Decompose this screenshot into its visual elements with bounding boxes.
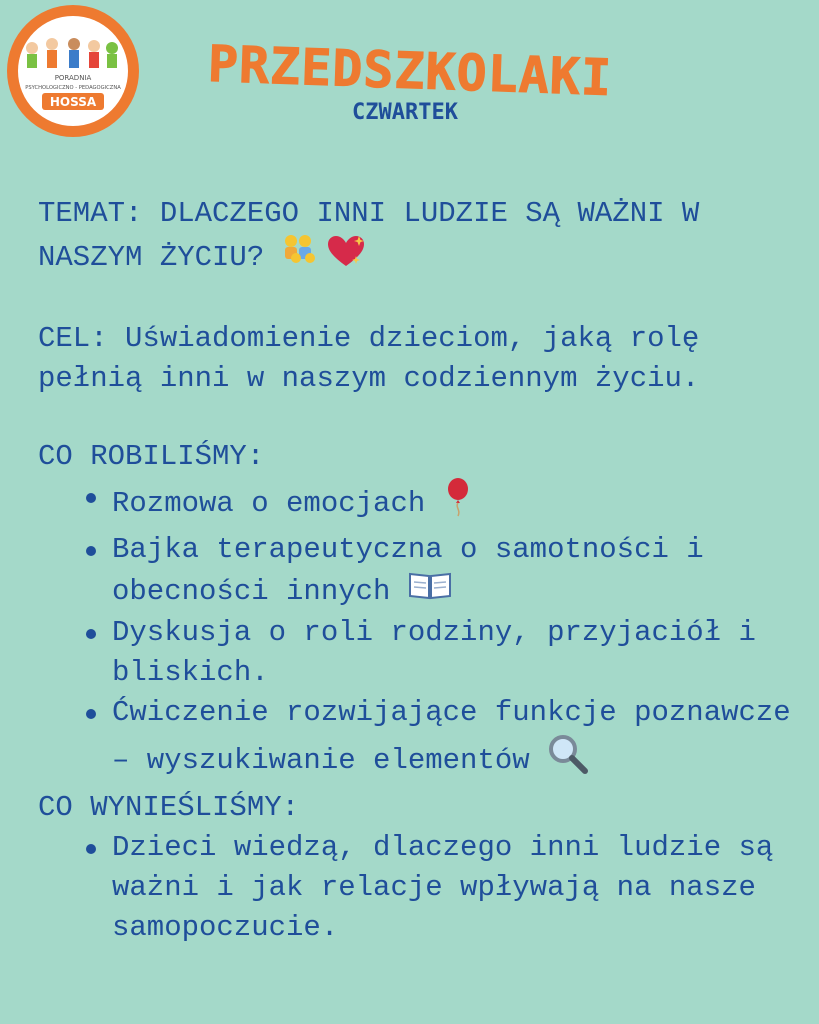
- outcomes-list: [38, 828, 798, 948]
- list-item: Ćwiczenie rozwijające funkcje poznawcze – wyszukiwanie elementów: [112, 693, 798, 788]
- page-title: PRZEDSZKOLAKI: [206, 34, 614, 108]
- goal: CEL: Uświadomienie dzieciom, jaką rolę pełnią inni w naszym codziennym życiu.: [38, 322, 700, 395]
- balloon-icon: [443, 477, 473, 530]
- topic: [38, 194, 798, 281]
- list-item: Dzieci wiedzą, dlaczego inni ludzie są ważni i jak relacje wpływają na nasze samopoczucie.: [112, 828, 798, 948]
- list-item: Bajka terapeutyczna o samotności i obecności innych: [112, 530, 798, 613]
- hossa-logo: [4, 2, 142, 140]
- list-item: Dyskusja o roli rodziny, przyjaciół i bliskich.: [112, 613, 798, 693]
- book-icon: [408, 570, 452, 613]
- activities-list: [38, 477, 798, 788]
- activities-heading: CO ROBILIŚMY:: [38, 440, 265, 473]
- logo-line1: PORADNIA: [54, 74, 92, 82]
- outcomes-heading: CO WYNIEŚLIŚMY:: [38, 791, 300, 824]
- logo-line2: PSYCHOLOGICZNO - PEDAGOGICZNA: [25, 85, 121, 91]
- magnifier-icon: [547, 733, 589, 788]
- family-icon: [282, 234, 326, 281]
- list-item: Rozmowa o emocjach: [112, 477, 798, 530]
- heart-icon: [326, 234, 366, 281]
- content: [38, 194, 798, 948]
- logo-name: HOSSA: [49, 95, 97, 109]
- page-subtitle: CZWARTEK: [352, 100, 458, 125]
- topic-text: TEMAT: DLACZEGO INNI LUDZIE SĄ WAŻNI W NASZYM ŻYCIU?: [38, 197, 700, 275]
